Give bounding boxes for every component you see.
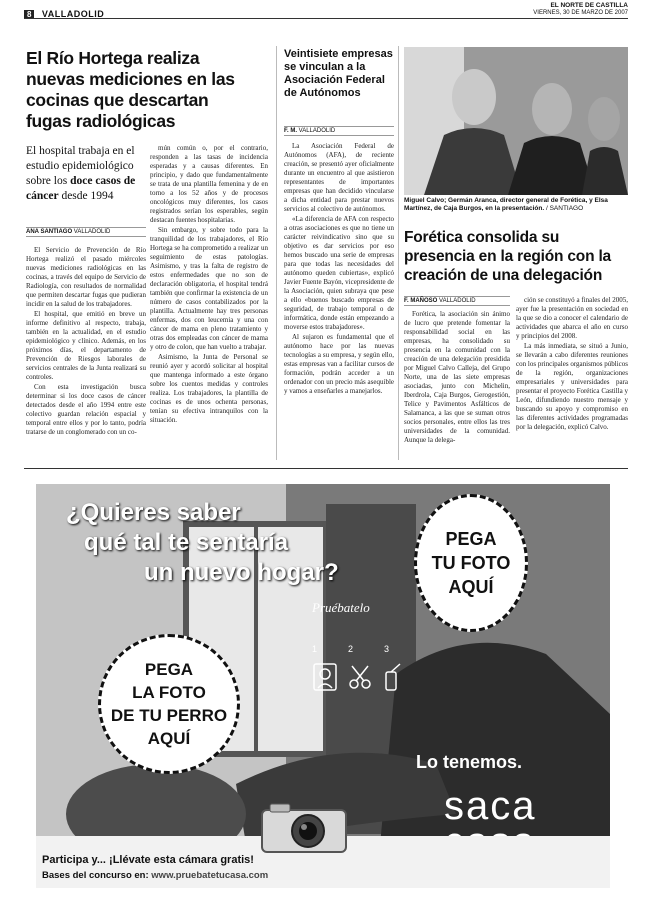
- advertisement-divider: [24, 468, 628, 469]
- advertisement: [36, 484, 610, 888]
- paragraph: La Asociación Federal de Autónomos (AFA), de reciente creación, se presentó ayer oficialmente durante un encuentro al que asistieron representantes de importantes empresas que han decidido vincularse a dicha entidad para prestar nuevos servicios al colectivo de autónomos.: [284, 142, 394, 213]
- article3-byline: [404, 296, 510, 306]
- article1-column-2: [150, 144, 268, 460]
- step-2-number: 2: [348, 644, 354, 654]
- step-3-number: 3: [384, 644, 390, 654]
- bases-label: Bases del concurso en:: [42, 870, 149, 881]
- byline-place: VALLADOLID: [73, 229, 111, 235]
- paragraph: Sin embargo, y sobre todo para la tranquilidad de los trabajadores, el Río Hortega se ha comprometido a realizar un seguimiento de estas patologías. Asimismo, y tras la falta de registro de estos enfermedades que no son de declaración obligatoria, el hospital tendrá también que confirmar la existencia de un número de casos contabilizados por la plantilla. Actualmente hay tres personas enfermas, dos con leucemia y una con cáncer de mama en pleno tratamiento y otras dos empleadas con cáncer de mama y otro de colon, que han vuelto a trabajar.: [150, 226, 268, 351]
- paragraph: Forética, la asociación sin ánimo de lucro que pretende fomentar la responsabilidad social en las empresas, ha consolidado su presencia en la comunidad con la creación de una delegación presidida por Miguel Calvo Calleja, del Grupo Norte, una de las siete empresas asociadas, junto con Michelin, Iberdrola, Caja Burgos, Gerogestión, Telice y Pavimentos Asfálticos de Salamanca, a las que se suman otros socios personales, entre ellos las tres universidades de la comunidad. Aunque la delega-: [404, 310, 510, 444]
- subhead-text-bold: doce casos de cáncer: [26, 175, 136, 202]
- ad-pruebatelo: Pruébatelo: [312, 600, 370, 615]
- photo-circle-line-1: PEGA: [445, 529, 497, 549]
- article1-byline: [26, 227, 146, 237]
- byline-author: F. M.: [284, 128, 297, 134]
- question-line-1: ¿Quieres saber: [66, 499, 241, 526]
- article3-column-2: [516, 296, 628, 460]
- brand-line-1: saca: [444, 784, 537, 828]
- scissors-icon: [350, 666, 370, 688]
- paragraph: mún común o, por el contrario, responden a las tasas de incidencia esperadas y a causas diferentes. En principio, y dado que fundamentalmente se trata de una plantilla femenina y de en torno a los 52 años y de procesos oncológicos muy diferentes, los casos registrados serían los esperables, según destacan fuentes hospitalarias.: [150, 144, 268, 224]
- dog-circle-line-3: DE TU PERRO: [110, 706, 228, 725]
- article2-headline: Veintisiete empresas se vinculan a la Asociación Federal de Autónomos: [284, 48, 393, 99]
- article3-headline: Forética consolida su presencia en la región con la creación de una delegación: [404, 229, 611, 284]
- step-1-number: 1: [312, 644, 318, 654]
- paragraph: Al sujaron es fundamental que el autónomo hace por las nuevas tecnologías a su empresa, y según ello, estas empresas van a facilitar cursos de formación, podrán acceder a un ordenador con un precio más asequible y vamos a enseñarles a manejarlos.: [284, 333, 394, 395]
- article1-subhead: [26, 144, 146, 204]
- section-name: VALLADOLID: [41, 9, 105, 19]
- paragraph: La más inmediata, se situó a Junio, se llevarán a cabo diferentes reuniones con los principales organismos públicos de la región, organizaciones empresariales y universidades para presentar el proyecto Forética Castilla y León, difundiendo nuestro mensaje y buscando su apoyo y compromiso en las diferentes actividades programadas por la delegación, explicó Calvo.: [516, 342, 628, 431]
- paste-your-photo-circle: [414, 494, 528, 632]
- paragraph: El Servicio de Prevención de Río Hortega realizó el pasado miércoles nuevas mediciones radiológicas en las cocinas, a través del equipo de Servicio de Radiología, con resultados de normalidad que permiten descartar fugas que pudieran incidir en la salud de los trabajadores.: [26, 246, 146, 308]
- bases-url: www.pruebatetucasa.com: [151, 870, 269, 881]
- byline-author: F. MAÑOSO: [404, 298, 438, 304]
- byline-place: VALLADOLID: [298, 128, 336, 134]
- subhead-text-after: desde 1994: [61, 190, 114, 202]
- paragraph: «La diferencia de AFA con respecto a otras asociaciones es que no tiene un carácter reivindicativo sino que su objetivo es dar servicios por eso hemos buscado una serie de empresas para que todas las necesidades del autónomo queden cubiertas», explicó Javier Fuente Bayón, vicepresidente de la Asociación, quien subraya que pese a ello «buenos buscado empresas de seguridad, de trabajo temporal o de informática, donde están empezando a moverse estos trabajadores».: [284, 215, 394, 331]
- camera-icon: [260, 800, 350, 856]
- news-photo: [404, 47, 628, 195]
- photo-caption: [404, 197, 628, 213]
- header-rule: [24, 18, 628, 19]
- article2-column: [284, 142, 394, 462]
- paragraph: ción se constituyó a finales del 2005, ayer fue la presentación en sociedad en la que se dio a conocer el calendario de actividades que abarca el año en curso y principios del 2008.: [516, 296, 628, 340]
- column-divider: [398, 46, 399, 460]
- news-photo-illustration: [404, 47, 628, 195]
- face-icon: [314, 664, 336, 690]
- paragraph: Asimismo, la Junta de Personal se reunió ayer y acordó solicitar al hospital que mantenga informado a este órgano sobre los cuentos medidas y controles realiza. Los trabajadores, la plantilla de cocinas es de unos ochenta personas, tenían su efectiva intranquilos con la situación.: [150, 353, 268, 424]
- ad-question: [66, 498, 386, 588]
- paper-name: EL NORTE DE CASTILLA: [550, 2, 628, 9]
- column-divider: [276, 46, 277, 460]
- steps-icons: [312, 662, 412, 692]
- byline-author: ANA SANTIAGO: [26, 229, 73, 235]
- photo-circle-line-3: AQUÍ: [448, 577, 494, 597]
- article3-column-1: [404, 310, 510, 460]
- subhead-text-before: El hospital trabaja en el estudio epidemiológico sobre los: [26, 145, 135, 187]
- glue-icon: [386, 664, 400, 690]
- page-header: [24, 2, 628, 19]
- ad-participate: Participa y... ¡Llévate esta cámara gratis!: [42, 854, 254, 866]
- caption-credit: / SANTIAGO: [545, 205, 584, 212]
- byline-place: VALLADOLID: [439, 298, 476, 304]
- paragraph: Con esta investigación busca determinar si los doce casos de cáncer detectados desde el año 1994 entre este colectivo guardan relación espacial y temporal entre ellos y por lo tanto, podría tratarse de un conglomerado con un co-: [26, 383, 146, 436]
- ad-tagline: Lo tenemos.: [416, 752, 523, 772]
- page-number: 8: [24, 10, 34, 19]
- ad-bases: [42, 870, 268, 881]
- photo-circle-line-2: TU FOTO: [431, 553, 511, 573]
- article1-headline: El Río Hortega realiza nuevas mediciones en las cocinas que descartan fugas radiológicas: [26, 48, 235, 131]
- paste-dog-photo-circle: [98, 634, 240, 774]
- question-line-2: qué tal te sentaría: [84, 529, 289, 556]
- issue-date: VIERNES, 30 DE MARZO DE 2007: [533, 10, 628, 16]
- dog-circle-line-2: LA FOTO: [132, 683, 206, 702]
- article1-column-1: [26, 246, 146, 460]
- article2-byline: [284, 126, 394, 136]
- dog-circle-line-4: AQUÍ: [147, 729, 191, 748]
- question-line-3: un nuevo hogar?: [144, 559, 339, 586]
- dog-circle-line-1: PEGA: [144, 660, 194, 679]
- paragraph: El hospital, que emitió en breve un informe definitivo al respecto, trabaja, también en la actualidad, en el estudio epidemiológico y clínico. Además, en los próximos días, el departamento de Prevención de Riesgos laborales de servicios centrales de la Junta realizará su controles.: [26, 310, 146, 381]
- header-masthead: [533, 2, 628, 17]
- caption-text: Miguel Calvo; Germán Aranca, director general de Forética, y Elsa Martínez, de Caja Burgos, en la presentación.: [404, 197, 608, 212]
